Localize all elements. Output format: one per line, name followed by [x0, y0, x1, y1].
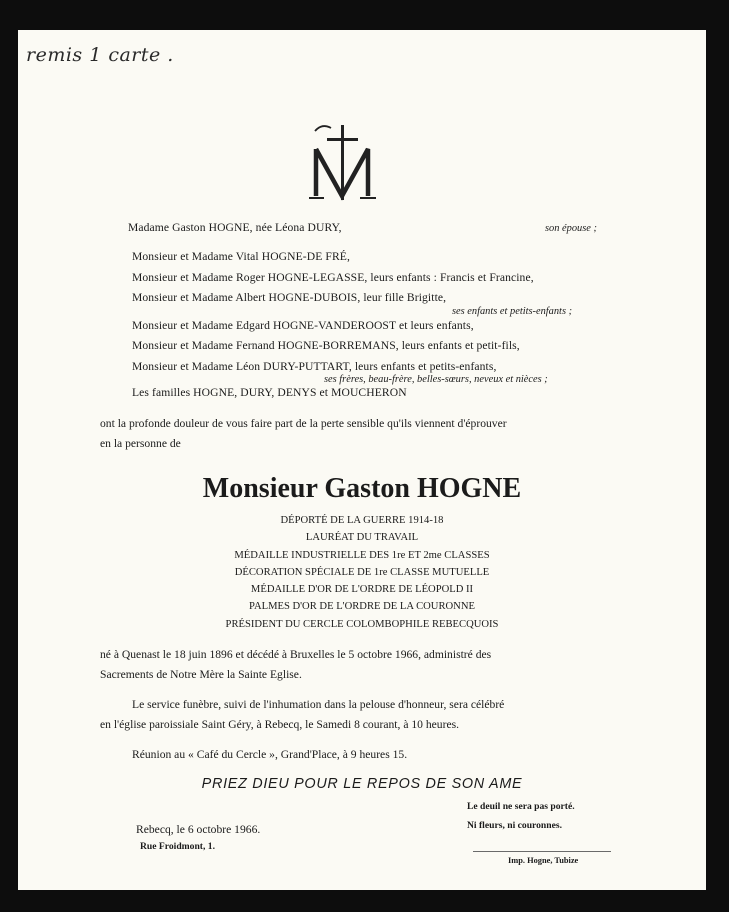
honor-item: DÉPORTÉ DE LA GUERRE 1914-18 — [280, 515, 444, 526]
honor-item: PALMES D'OR DE L'ORDRE DE LA COURONNE — [249, 601, 475, 613]
service-line: en l'église paroissiale Saint Géry, à Rebecq, le Samedi 8 courant, à 10 heures. — [100, 718, 460, 731]
family-line: Monsieur et Madame Vital HOGNE-DE FRÉ, — [132, 250, 350, 263]
widow-relation: son épouse ; — [545, 223, 597, 234]
deceased-name: Monsieur Gaston HOGNE — [202, 473, 522, 504]
honors-list — [18, 512, 706, 633]
reception-line: Réunion au « Café du Cercle », Grand'Place, à 9 heures 15. — [132, 748, 408, 761]
family-relation: ses frères, beau-frère, belles-sœurs, neveux et nièces ; — [324, 374, 548, 385]
widow-line: Madame Gaston HOGNE, née Léona DURY, — [128, 221, 342, 234]
service-line: Le service funèbre, suivi de l'inhumation dans la pelouse d'honneur, sera célébré — [132, 698, 505, 711]
flowers-note: Ni fleurs, ni couronnes. — [467, 820, 562, 831]
family-line: Monsieur et Madame Léon DURY-PUTTART, leurs enfants et petits-enfants, — [132, 360, 497, 373]
place-date: Rebecq, le 6 octobre 1966. — [136, 823, 261, 836]
divider — [473, 851, 611, 852]
honor-item: MÉDAILLE INDUSTRIELLE DES 1re ET 2me CLASSES — [234, 549, 490, 561]
family-line: Monsieur et Madame Roger HOGNE-LEGASSE, leurs enfants : Francis et Francine, — [132, 271, 534, 284]
family-line: Les familles HOGNE, DURY, DENYS et MOUCHERON — [132, 386, 407, 399]
address: Rue Froidmont, 1. — [140, 841, 215, 852]
family-relation: ses enfants et petits-enfants ; — [452, 306, 573, 317]
handwritten-note: remis 1 carte . — [26, 44, 174, 66]
honor-item: PRÉSIDENT DU CERCLE COLOMBOPHILE REBECQUOIS — [225, 618, 499, 630]
cross-monogram-logo — [304, 121, 380, 205]
honor-item: LAURÉAT DU TRAVAIL — [305, 532, 419, 544]
family-line: Monsieur et Madame Fernand HOGNE-BORREMANS, leurs enfants et petit-fils, — [132, 339, 520, 352]
printer-credit: Imp. Hogne, Tubize — [508, 856, 579, 865]
mourning-note: Le deuil ne sera pas porté. — [467, 801, 575, 812]
announcement-line: en la personne de — [100, 437, 181, 450]
announcement-line: ont la profonde douleur de vous faire part de la perte sensible qu'ils viennent d'éprouver — [100, 417, 507, 430]
biography-line: Sacrements de Notre Mère la Sainte Eglise. — [100, 668, 302, 681]
family-line: Monsieur et Madame Edgard HOGNE-VANDEROOST et leurs enfants, — [132, 319, 474, 332]
biography-line: né à Quenast le 18 juin 1896 et décédé à Bruxelles le 5 octobre 1966, administré des — [100, 648, 492, 661]
honor-item: DÉCORATION SPÉCIALE DE 1re CLASSE MUTUELLE — [234, 566, 490, 578]
honor-item: MÉDAILLE D'OR DE L'ORDRE DE LÉOPOLD II — [250, 584, 474, 596]
family-line: Monsieur et Madame Albert HOGNE-DUBOIS, leur fille Brigitte, — [132, 291, 447, 304]
prayer-line: PRIEZ DIEU POUR LE REPOS DE SON AME — [201, 776, 523, 792]
paper-sheet — [18, 30, 706, 890]
